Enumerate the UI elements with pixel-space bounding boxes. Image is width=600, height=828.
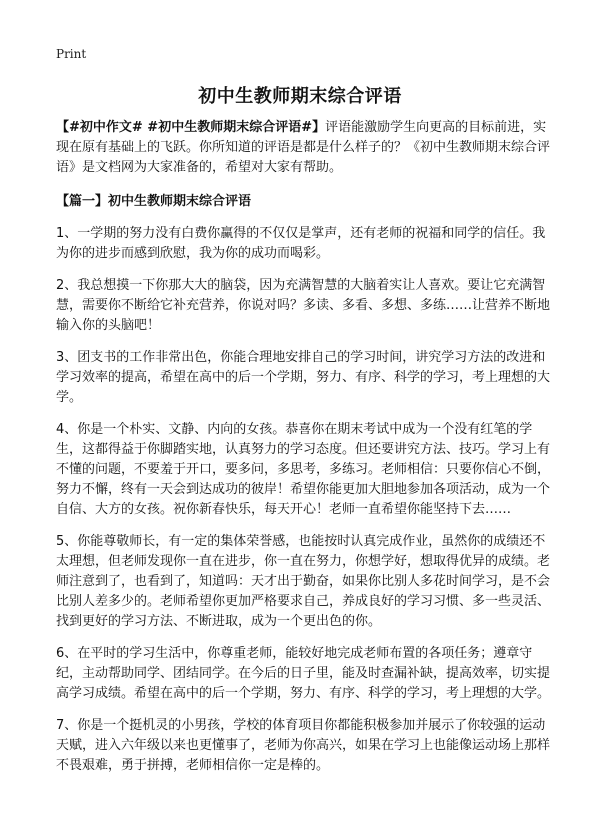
intro-paragraph — [56, 118, 552, 178]
intro-tag: 【#初中作文# #初中生教师期末综合评语#】 — [56, 120, 326, 135]
section-heading: 【篇一】初中生教师期末综合评语 — [56, 194, 252, 209]
comment-paragraph-6: 6、在平时的学习生活中，你尊重老师，能较好地完成老师布置的各项任务；遵章守纪，主动帮助同学、团结同学。在今后的日子里，能及时查漏补缺，提高效率，切实提高学习成绩。希望在高中的后一个学期，努力、有序、科学的学习，考上理想的大学。 — [56, 646, 551, 701]
comment-paragraph-1: 1、一学期的努力没有白费你赢得的不仅仅是掌声，还有老师的祝福和同学的信任。我为你的进步而感到欣慰，我为你的成功而喝彩。 — [56, 226, 546, 261]
comment-paragraph-7: 7、你是一个挺机灵的小男孩，学校的体育项目你都能积极参加并展示了你较强的运动天赋，进入六年级以来也更懂事了，老师为你高兴，如果在学习上也能像运动场上那样不畏艰难，勇于拼搏，老师相信你一定是棒的。 — [56, 718, 551, 773]
print-link[interactable]: Print — [56, 47, 87, 61]
comment-paragraph-2: 2、我总想摸一下你那大大的脑袋，因为充满智慧的大脑着实让人喜欢。要让它充满智慧，需要你不断给它补充营养，你说对吗？多读、多看、多想、多练……让营养不断地输入你的头脑吧！ — [56, 278, 551, 333]
comment-paragraph-3: 3、团支书的工作非常出色，你能合理地安排自己的学习时间，讲究学习方法的改进和学习效率的提高，希望在高中的后一个学期，努力、有序、科学的学习，考上理想的大学。 — [56, 350, 551, 405]
comment-paragraph-5: 5、你能尊敬师长，有一定的集体荣誉感，也能按时认真完成作业，虽然你的成绩还不太理想，但老师发现你一直在进步，你一直在努力，你想学好，想取得优异的成绩。老师注意到了，也看到了，知道吗：天才出于勤奋，如果你比别人多花时间学习，是不会比别人差多少的。老师希望你更加严格要求自己，养成良好的学习习惯、多一些灵活、找到更好的学习方法、不断进取，成为一个更出色的你。 — [56, 534, 551, 629]
intro-text: 评语能激励学生向更高的目标前进，实现在原有基础上的飞跃。你所知道的评语是都是什么样子的？《初中生教师期末综合评语》是文档网为大家准备的，希望对大家有帮助。 — [56, 120, 551, 175]
page-title: 初中生教师期末综合评语 — [198, 86, 402, 107]
article-body — [56, 118, 552, 788]
comment-paragraph-4: 4、你是一个朴实、文静、内向的女孩。恭喜你在期末考试中成为一个没有红笔的学生，这都得益于你脚踏实地，认真努力的学习态度。但还要讲究方法、技巧。学习上有不懂的问题，不要羞于开口，要多问，多思考，多练习。老师相信：只要你信心不倒，努力不懈，终有一天会到达成功的彼岸！希望你能更加大胆地参加各项活动，成为一个自信、大方的女孩。祝你新春快乐，每天开心！老师一直希望你能坚持下去…… — [56, 422, 551, 517]
